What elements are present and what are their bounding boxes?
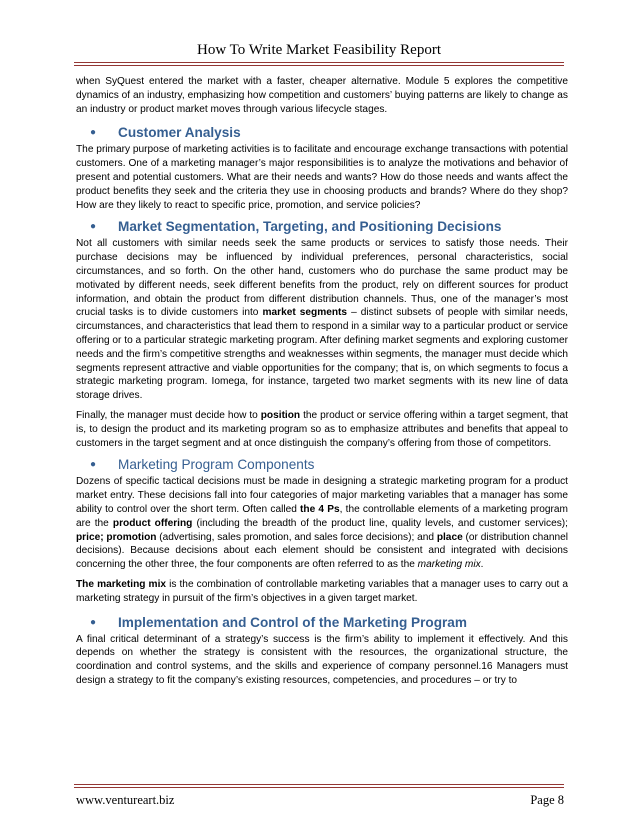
page-content	[76, 75, 568, 694]
bullet-icon: ●	[90, 221, 97, 233]
program-paragraph-2: The marketing mix is the combination of controllable marketing variables that a manager uses to carry out a marketing strategy in pursuit of the firm’s objectives in a given target market.	[76, 578, 568, 604]
header-rule-thin	[74, 65, 564, 66]
term-position: position	[260, 409, 301, 421]
section-heading-text: Customer Analysis	[118, 125, 241, 141]
segmentation-paragraph-1: Not all customers with similar needs seek the same products or services to satisfy those needs. Their purchase decisions may be influenced by individual preferences, personal characteristics, social circumstances, and so forth. On the other hand, customers who do purchase the same product may be motivated by different needs, seek different benefits from the product, rely on different sources for product information, and obtain the product from different distribution channels. Thus, one of the manager’s most crucial tasks is to divide customers into market segments – distinct subsets of people with similar needs, circumstances, and characteristics that lead them to respond in a similar way to a particular product or service offering or to a particular strategic marketing program. After defining market segments and exploring customer needs and the firm’s competitive strengths and weaknesses within segments, the manager must decide which segments represent attractive and viable opportunities for the company; that is, on which segments to focus a strategic marketing program. Iomega, for instance, targeted two market segments with its new line of data storage drives.	[76, 238, 568, 402]
section-heading-implementation	[76, 614, 568, 631]
bullet-icon: ●	[90, 616, 97, 628]
section-heading-text: Marketing Program Components	[118, 457, 315, 473]
implementation-paragraph: A final critical determinant of a strategy’s success is the firm’s ability to implement it effectively. And this depends on whether the strategy is consistent with the resources, the organizational structure, the coordination and control systems, and the skills and experience of company personnel.16 Managers must design a strategy to fit the company’s existing resources, competencies, and procedures – or try to	[76, 633, 568, 686]
term-place: place	[436, 531, 463, 543]
footer-rule-thick	[74, 787, 564, 788]
footer-page-number: Page 8	[530, 793, 564, 807]
section-heading-program	[76, 456, 568, 473]
footer-rule-thin	[74, 784, 564, 785]
intro-paragraph: when SyQuest entered the market with a faster, cheaper alternative. Module 5 explores the competitive dynamics of an industry, emphasizing how competition and customers’ buying patterns are likely to change as an industry or product market moves through various lifecycle stages.	[76, 76, 568, 115]
segmentation-paragraph-2: Finally, the manager must decide how to position the product or service offering within a target segment, that is, to design the product and its marketing program so as to emphasize attributes and benefits that appeal to customers in the target segment and at once distinguish the company’s offering from those of competitors.	[76, 409, 568, 449]
bullet-icon: ●	[90, 127, 97, 139]
program-paragraph-1: Dozens of specific tactical decisions must be made in designing a strategic marketing program for a product market entry. These decisions fall into four categories of major marketing variables that a manager has some ability to control over the short term. Often called the 4 Ps, the controllable elements of a marketing program are the product offering (including the breadth of the product line, quality levels, and customer services); price; promotion (advertising, sales promotion, and sales force decisions); and place (or distribution channel decisions). Because decisions about each element should be consistent and integrated with decisions concerning the other three, the four components are often referred to as the marketing mix.	[76, 476, 568, 571]
term-market-segments: market segments	[262, 307, 348, 319]
term-price-promotion: price; promotion	[76, 531, 157, 543]
term-marketing-mix: The marketing mix	[76, 578, 167, 590]
section-heading-text: Market Segmentation, Targeting, and Positioning Decisions	[118, 219, 502, 235]
bullet-icon: ●	[90, 459, 97, 471]
term-4ps: the 4 Ps	[300, 503, 340, 515]
customer-analysis-paragraph: The primary purpose of marketing activities is to facilitate and encourage exchange transactions with potential customers. One of a marketing manager’s major responsibilities is to analyze the motivations and behavior of present and potential customers. What are their needs and wants? How do those needs and wants affect the product benefits they seek and the criteria they use in choosing products and brands? Where do they shop? How are they likely to react to specific price, promotion, and service policies?	[76, 144, 568, 211]
section-heading-customer-analysis	[76, 124, 568, 141]
footer-website: www.ventureart.biz	[76, 793, 175, 807]
header-title: How To Write Market Feasibility Report	[196, 42, 441, 58]
term-marketing-mix-italic: marketing mix	[417, 559, 481, 571]
header-rule-thick	[74, 62, 564, 63]
term-product-offering: product offering	[112, 517, 193, 529]
section-heading-segmentation	[76, 218, 568, 235]
section-heading-text: Implementation and Control of the Marketing Program	[118, 614, 467, 630]
